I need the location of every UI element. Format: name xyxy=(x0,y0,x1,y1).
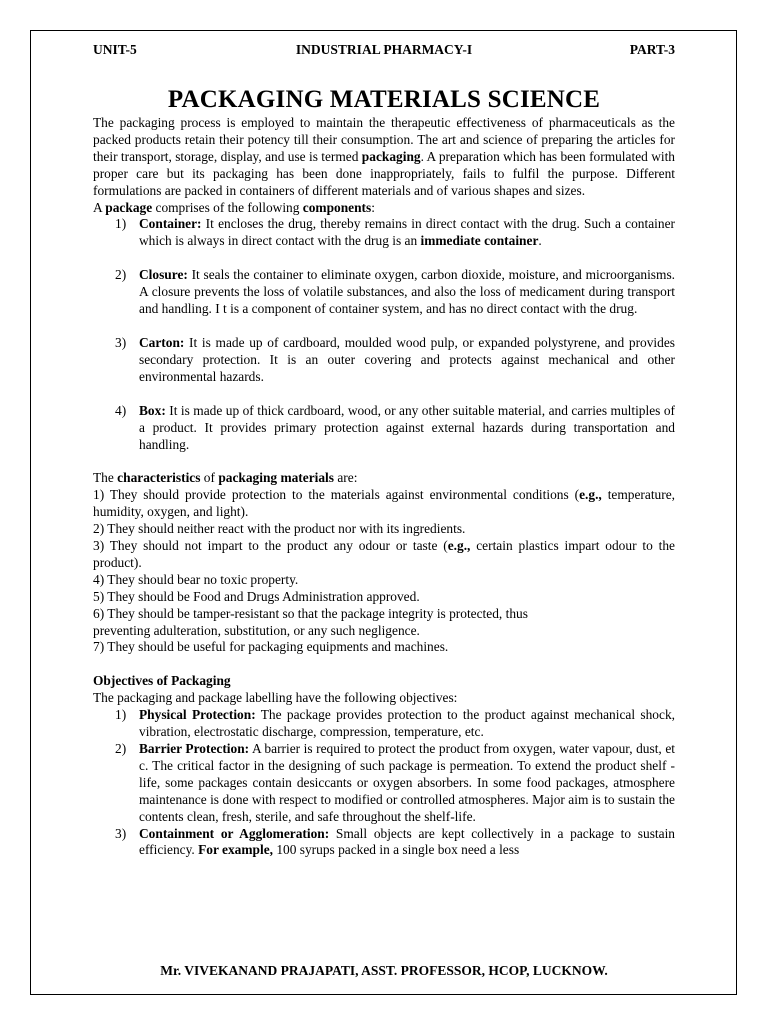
intro-text: . A preparation which has been formulated with proper care but its packaging has been done inappropriately, fails to fulfil the purpose. Different formulations are packed in containers of different materials and of various shapes and sizes. xyxy=(93,148,675,198)
list-item-container xyxy=(93,216,675,250)
intro-bold-term: packaging xyxy=(361,148,421,164)
characteristic-text: 3) They should not impart to the product any odour or taste ( xyxy=(93,538,448,554)
list-text: . xyxy=(538,233,542,249)
characteristic-5: 5) They should be Food and Drugs Administration approved. xyxy=(93,588,420,604)
list-number: 4) xyxy=(115,402,127,418)
characteristics-intro-text: The xyxy=(93,470,118,486)
list-text: A barrier is required to protect the product from oxygen, water vapour, dust, et c. The critical factor in the designing of such package is permeation. To extend the product shelf -life, some packages contain desiccants or oxygen absorbers. In some food packages, atmosphere maintenance is done with respect to modified or controlled atmospheres. Major aim is to sustain the contents clean, fresh, sterile, and safe throughout the shelf-life. xyxy=(139,741,675,824)
characteristic-6-continued: preventing adulteration, substitution, or any such negligence. xyxy=(93,622,420,638)
objectives-heading xyxy=(93,673,675,690)
components-list xyxy=(93,216,675,453)
characteristic-bold: e.g., xyxy=(447,538,471,554)
characteristic-1 xyxy=(93,487,675,521)
section-heading: Objectives of Packaging xyxy=(93,673,231,689)
list-term: Carton: xyxy=(139,334,185,350)
characteristics-intro xyxy=(93,470,675,487)
list-term: Containment or Agglomeration: xyxy=(139,825,330,841)
page-footer: Mr. VIVEKANAND PRAJAPATI, ASST. PROFESSOR, HCOP, LUCKNOW. xyxy=(160,963,608,978)
characteristic-text: certain plastics impart odour to the product). xyxy=(93,538,675,570)
characteristic-text: temperature, humidity, oxygen, and light). xyxy=(93,487,675,520)
list-number: 2) xyxy=(115,741,127,756)
list-text: It is made up of cardboard, moulded wood pulp, or expanded polystyrene, and provides secondary protection. It is an outer covering and protects against mechanical and other environmental hazards. xyxy=(139,334,675,384)
list-number: 3) xyxy=(115,334,127,350)
characteristic-bold: e.g., xyxy=(579,487,602,503)
components-intro-text: comprises of the following xyxy=(152,199,303,215)
page-header xyxy=(93,42,675,60)
page-title: PACKAGING MATERIALS SCIENCE xyxy=(167,86,601,113)
characteristic-2: 2) They should neither react with the product nor with its ingredients. xyxy=(93,521,466,537)
characteristic-6: 6) They should be tamper-resistant so that the package integrity is protected, thus xyxy=(93,605,528,621)
characteristic-4: 4) They should bear no toxic property. xyxy=(93,571,299,587)
characteristics-intro-text: are: xyxy=(334,470,358,486)
list-term: Closure: xyxy=(139,267,188,283)
list-bold-term: immediate container xyxy=(420,233,539,249)
objectives-intro: The packaging and package labelling have the following objectives: xyxy=(93,690,458,706)
list-item-closure xyxy=(93,267,675,318)
list-text: It seals the container to eliminate oxygen, carbon dioxide, moisture, and microorganisms. A closure prevents the loss of volatile substances, and also the loss of medicament during transport and handling. I t is a component of container system, and has no direct contact with the drug. xyxy=(139,267,675,317)
characteristics-intro-bold: packaging materials xyxy=(218,470,334,486)
characteristics-intro-text: of xyxy=(200,470,219,486)
intro-paragraph xyxy=(93,115,675,200)
list-number: 2) xyxy=(115,267,127,283)
list-bold-term: For example, xyxy=(198,842,273,858)
document-body xyxy=(93,115,675,859)
list-text: It is made up of thick cardboard, wood, or any other suitable material, and carries multiples of a product. It provides primary protection against external hazards during transportation and handling. xyxy=(139,402,675,452)
list-number: 3) xyxy=(115,825,127,841)
list-term: Box: xyxy=(139,402,166,418)
list-item-physical-protection xyxy=(93,707,675,741)
objectives-list xyxy=(93,707,675,859)
components-intro-text: A xyxy=(93,199,106,215)
components-intro-bold: package xyxy=(105,199,153,215)
list-text: It encloses the drug, thereby remains in direct contact with the drug. Such a container which is always in direct contact with the drug is an xyxy=(139,216,675,249)
components-intro-bold: components xyxy=(302,199,372,215)
list-item-carton xyxy=(93,335,675,386)
list-term: Container: xyxy=(139,216,202,232)
header-unit: UNIT-5 xyxy=(93,42,137,57)
list-item-containment xyxy=(93,826,675,860)
characteristics-intro-bold: characteristics xyxy=(117,470,201,486)
intro-text: The packaging process is employed to maintain the therapeutic effectiveness of pharmaceuticals as the packed products retain their potency till their consumption. The art and science of preparing the articles for their transport, storage, display, and use is termed xyxy=(93,115,675,164)
header-course: INDUSTRIAL PHARMACY-I xyxy=(295,42,473,57)
list-number: 1) xyxy=(115,707,127,723)
header-part: PART-3 xyxy=(629,42,675,57)
list-term: Physical Protection: xyxy=(139,707,256,723)
components-intro-text: : xyxy=(371,199,375,215)
characteristic-7: 7) They should be useful for packaging equipments and machines. xyxy=(93,639,449,655)
characteristic-text: 1) They should provide protection to the materials against environmental conditions ( xyxy=(93,487,580,503)
list-text: The package provides protection to the product against mechanical shock, vibration, electrostatic discharge, compression, temperature, etc. xyxy=(139,707,675,740)
list-number: 1) xyxy=(115,216,127,232)
list-term: Barrier Protection: xyxy=(139,741,250,756)
components-intro xyxy=(93,200,675,217)
list-item-barrier-protection xyxy=(93,741,675,826)
characteristic-3 xyxy=(93,538,675,572)
list-text: 100 syrups packed in a single box need a less xyxy=(272,842,520,858)
list-text: Small objects are kept collectively in a package to sustain efficiency. xyxy=(139,825,675,858)
list-item-box xyxy=(93,403,675,454)
